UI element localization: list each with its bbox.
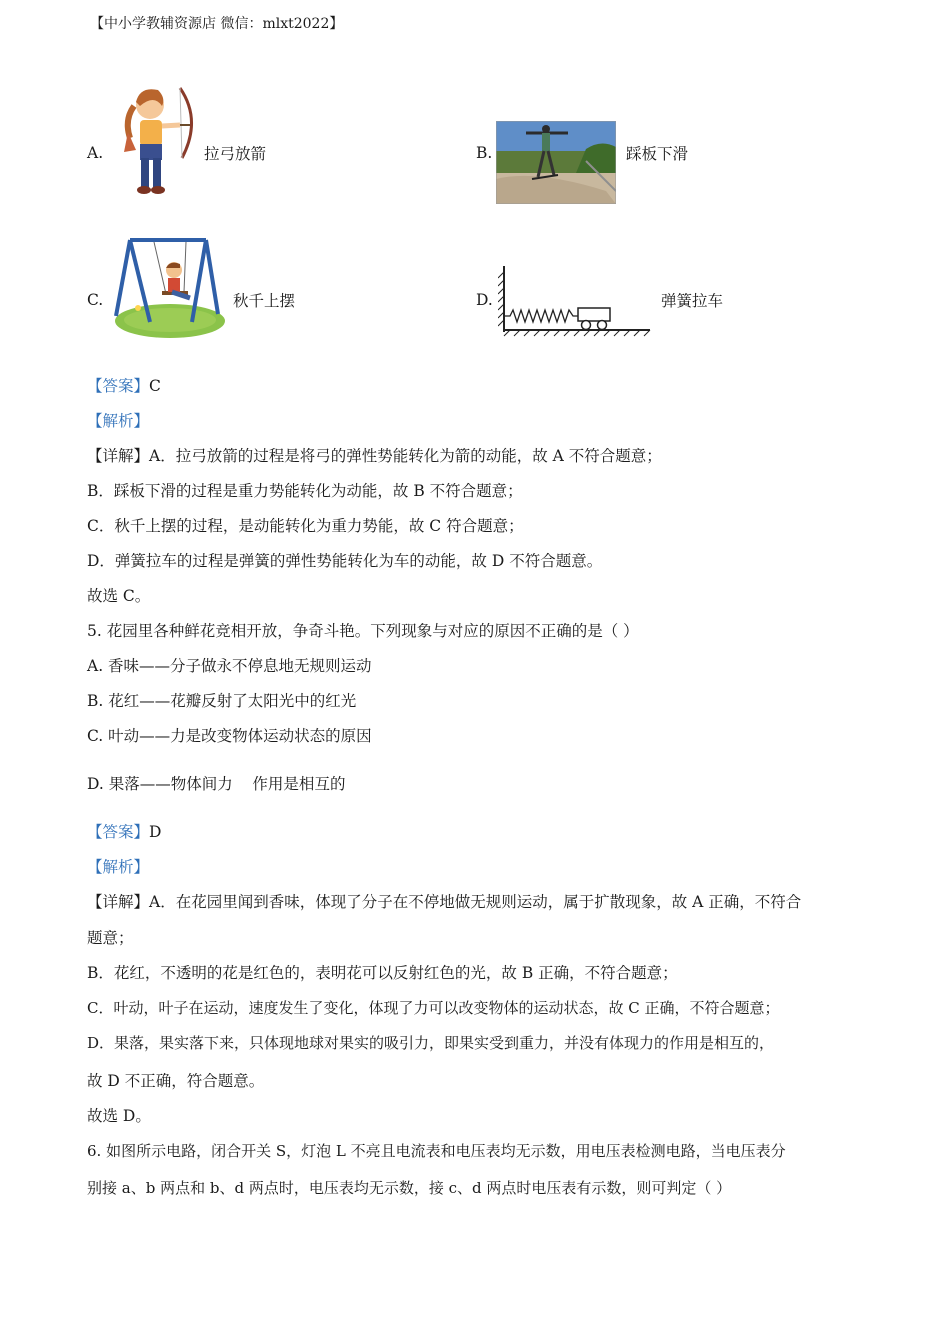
option-c-label: 秋千上摆: [233, 292, 296, 310]
answer-value: C: [149, 377, 161, 395]
q5-analysis-tag: 【解析】: [87, 858, 150, 876]
option-d-label: 弹簧拉车: [661, 292, 724, 310]
q5-option-c: C. 叶动——力是改变物体运动状态的原因: [87, 727, 372, 745]
option-d-letter: D.: [476, 291, 493, 309]
q6-stem-line-2: 别接 a、b 两点和 b、d 两点时，电压表均无示数，接 c、d 两点时电压表有示数，则可判定（ ）: [87, 1179, 732, 1197]
spring-cart-diagram: [498, 264, 652, 338]
q5-detail-line: C．叶动，叶子在运动，速度发生了变化，体现了力可以改变物体的运动状态，故 C 正确，不符合题意；: [87, 999, 780, 1017]
answer-value: D: [149, 823, 162, 841]
skateboard-slope-photo: [496, 121, 616, 204]
option-b-letter: B.: [476, 144, 493, 162]
detail-tag: 【详解】: [87, 447, 150, 465]
option-c-letter: C.: [87, 291, 104, 309]
option-a-letter: A.: [87, 144, 104, 162]
answer-tag: 【答案】: [87, 377, 150, 395]
q5-detail-line: 故 D 不正确，符合题意。: [87, 1072, 265, 1090]
q5-conclusion: 故选 D。: [87, 1107, 151, 1125]
detail-text: A．拉弓放箭的过程是将弓的弹性势能转化为箭的动能，故 A 不符合题意；: [149, 447, 662, 465]
q4-answer: [87, 376, 161, 396]
q5-detail-line: [87, 892, 801, 912]
q4-detail-line: D．弹簧拉车的过程是弹簧的弹性势能转化为车的动能，故 D 不符合题意。: [87, 552, 603, 570]
detail-text: A．在花园里闻到香味，体现了分子在不停地做无规则运动，属于扩散现象，故 A 正确，不符合: [149, 893, 802, 911]
swing-boy-image: [110, 236, 225, 340]
answer-tag: 【答案】: [87, 823, 150, 841]
archer-girl-image: [110, 80, 200, 200]
q5-option-d: D. 果落——物体间力 作用是相互的: [87, 775, 346, 793]
q5-option-b: B. 花红——花瓣反射了太阳光中的红光: [87, 692, 357, 710]
detail-tag: 【详解】: [87, 893, 150, 911]
page-header: 【中小学教辅资源店 微信：mlxt2022】: [90, 16, 344, 32]
option-a-label: 拉弓放箭: [204, 145, 267, 163]
q4-conclusion: 故选 C。: [87, 587, 151, 605]
q5-detail-line: 题意；: [87, 929, 134, 947]
q4-analysis-tag: 【解析】: [87, 412, 150, 430]
q5-stem: 5. 花园里各种鲜花竞相开放，争奇斗艳。下列现象与对应的原因不正确的是（ ）: [87, 622, 639, 640]
q4-detail-line: [87, 446, 662, 466]
q5-option-a: A. 香味——分子做永不停息地无规则运动: [87, 657, 372, 675]
option-b-label: 踩板下滑: [626, 145, 689, 163]
q4-detail-line: C．秋千上摆的过程，是动能转化为重力势能，故 C 符合题意；: [87, 517, 524, 535]
q6-stem-line-1: 6. 如图所示电路，闭合开关 S，灯泡 L 不亮且电流表和电压表均无示数，用电压表检测电路，当电压表分: [87, 1142, 786, 1160]
q5-detail-line: D．果落，果实落下来，只体现地球对果实的吸引力，即果实受到重力，并没有体现力的作用是相互的，: [87, 1034, 775, 1052]
q5-detail-line: B．花红，不透明的花是红色的，表明花可以反射红色的光，故 B 正确，不符合题意；: [87, 964, 678, 982]
q5-answer: [87, 822, 161, 842]
q4-detail-line: B．踩板下滑的过程是重力势能转化为动能，故 B 不符合题意；: [87, 482, 523, 500]
